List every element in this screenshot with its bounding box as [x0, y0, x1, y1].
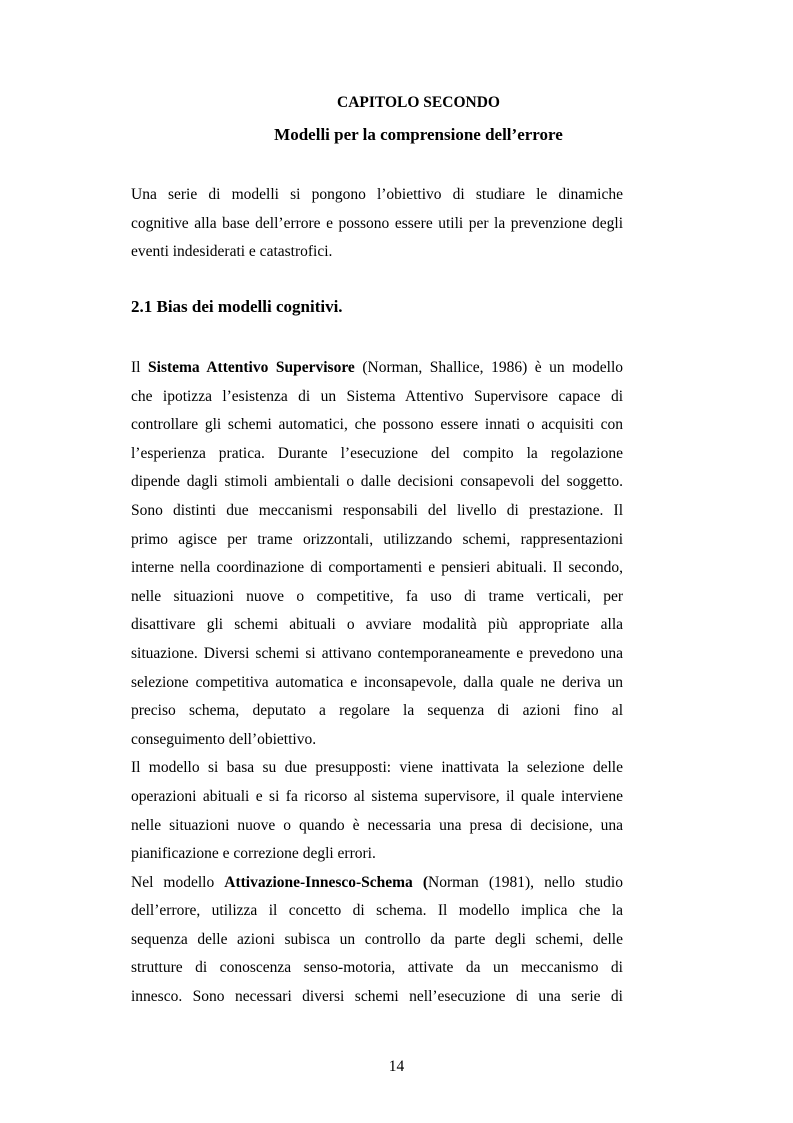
body-text	[131, 354, 623, 1012]
text-line: nelle situazioni nuove o competitive, fa uso di trame verticali, per	[131, 587, 623, 605]
text-run: (Norman, Shallice, 1986) è un modello	[354, 359, 624, 376]
intro-paragraph	[131, 181, 623, 267]
text-line: selezione competitiva automatica e inconsapevole, dalla quale ne deriva un	[131, 673, 623, 691]
text-line: interne nella coordinazione di comportamenti e pensieri abituali. Il secondo,	[131, 559, 623, 577]
text-line: sequenza delle azioni subisca un controllo da parte degli schemi, delle	[131, 930, 623, 948]
text-line: primo agisce per trame orizzontali, utilizzando schemi, rappresentazioni	[131, 530, 623, 548]
text-line: dipende dagli stimoli ambientali o dalle decisioni consapevoli del soggetto.	[131, 473, 623, 491]
text-line: controllare gli schemi automatici, che possono essere innati o acquisiti con	[131, 416, 623, 434]
text-line: Sono distinti due meccanismi responsabili del livello di prestazione. Il	[131, 501, 623, 519]
text-line: che ipotizza l’esistenza di un Sistema Attentivo Supervisore capace di	[131, 387, 623, 405]
section-heading: 2.1 Bias dei modelli cognitivi.	[131, 297, 343, 316]
text-line: conseguimento dell’obiettivo.	[131, 730, 317, 748]
text-line	[131, 869, 623, 898]
text-line: nelle situazioni nuove o quando è necessaria una presa di decisione, una	[131, 816, 623, 834]
text-run: Il	[131, 359, 149, 376]
term-attivazione-innesco-schema: Attivazione-Innesco-Schema (	[224, 873, 429, 891]
text-line: innesco. Sono necessari diversi schemi nell’esecuzione di una serie di	[131, 988, 623, 1006]
page-number: 14	[388, 1058, 405, 1075]
text-line	[131, 354, 623, 383]
chapter-label: CAPITOLO SECONDO	[337, 94, 500, 111]
text-line: situazione. Diversi schemi si attivano contemporaneamente e prevedono una	[131, 644, 623, 662]
text-line: operazioni abituali e si fa ricorso al sistema supervisore, il quale interviene	[131, 787, 623, 805]
term-sistema-attentivo-supervisore: Sistema Attentivo Supervisore	[148, 359, 355, 376]
text-run: Norman (1981), nello studio	[428, 873, 623, 891]
text-line: Il modello si basa su due presupposti: viene inattivata la selezione delle	[131, 759, 623, 777]
text-line: preciso schema, deputato a regolare la sequenza di azioni fino al	[131, 702, 623, 720]
text-line: l’esperienza pratica. Durante l’esecuzione del compito la regolazione	[131, 444, 623, 462]
text-line: cognitive alla base dell’errore e possono essere utili per la prevenzione degli	[131, 214, 623, 232]
text-line: disattivare gli schemi abituali o avviare modalità più appropriate alla	[131, 616, 623, 634]
text-line: dell’errore, utilizza il concetto di schema. Il modello implica che la	[131, 902, 623, 920]
text-line: pianificazione e correzione degli errori.	[131, 845, 376, 863]
text-line: Una serie di modelli si pongono l’obiettivo di studiare le dinamiche	[131, 186, 623, 203]
text-run: Nel modello	[131, 873, 225, 891]
text-line: eventi indesiderati e catastrofici.	[131, 243, 333, 261]
text-line: strutture di conoscenza senso-motoria, attivate da un meccanismo di	[131, 959, 623, 977]
chapter-title: Modelli per la comprensione dell’errore	[274, 125, 563, 144]
